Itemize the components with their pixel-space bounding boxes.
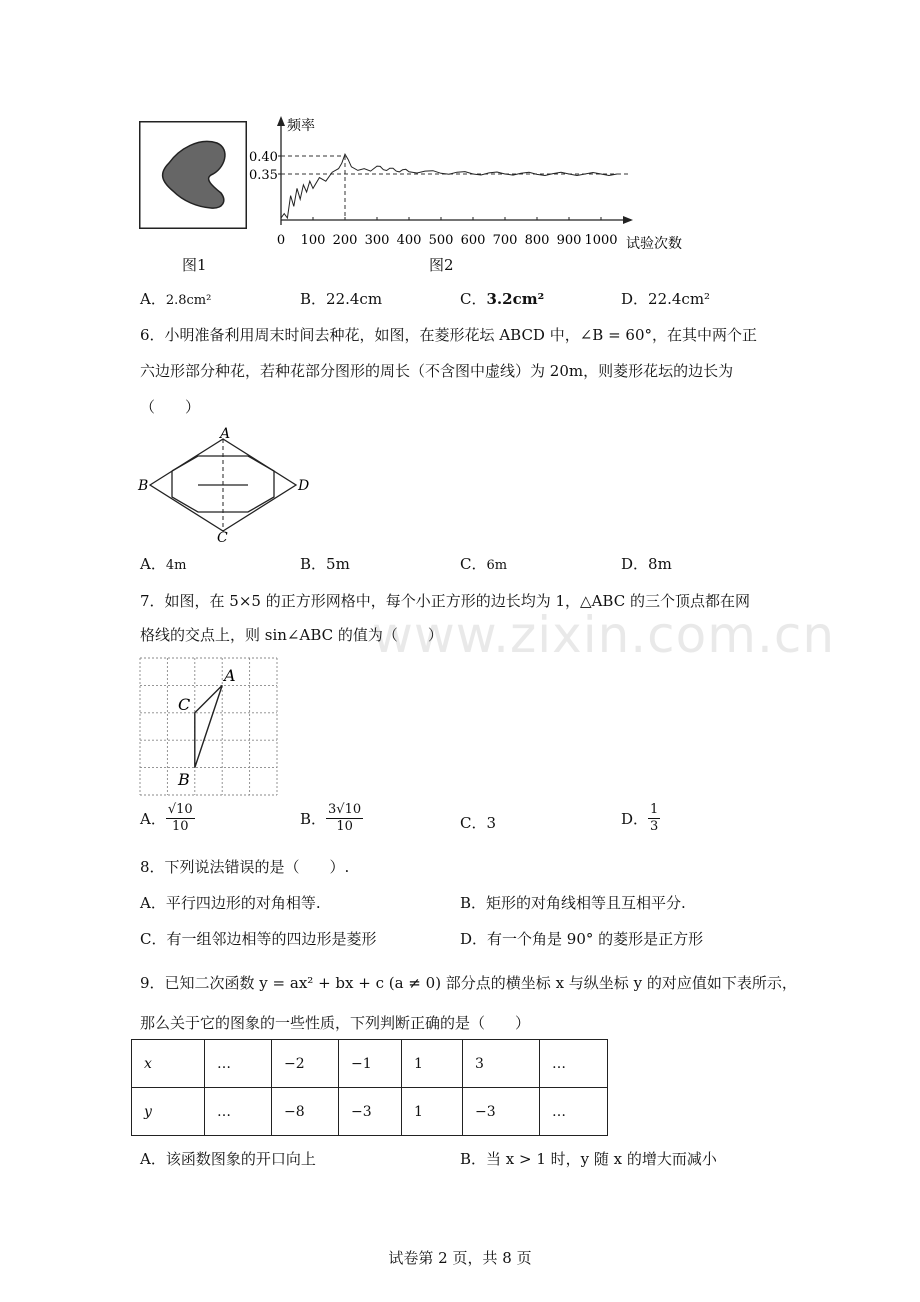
q7-option-b[interactable]: B． $\frac{3√10}{10}$ xyxy=(300,802,362,834)
q7-options xyxy=(140,802,820,846)
q6-option-c[interactable]: C．6m xyxy=(460,555,508,573)
x-tick-label: 0 xyxy=(276,233,286,248)
q8-option-b[interactable]: B．矩形的对角线相等且互相平分. xyxy=(460,894,686,912)
q7-option-d[interactable]: D． $\frac{1}{3}$ xyxy=(621,802,659,834)
q5-option-a[interactable]: A．2.8cm² xyxy=(140,290,212,308)
table-cell: −3 xyxy=(463,1088,540,1136)
table-cell: … xyxy=(540,1040,608,1088)
hex-left-lower xyxy=(172,471,198,485)
watermark-text: www.zixin.com.cn xyxy=(372,606,836,664)
frequency-series-line xyxy=(281,154,617,218)
q6-option-b[interactable]: B．5m xyxy=(300,555,350,573)
x-tick-label: 600 xyxy=(460,233,486,248)
x-tick-label: 700 xyxy=(492,233,518,248)
y-tick-label: 0.35 xyxy=(249,168,278,183)
q8-stem: 8．下列说法错误的是（ ）. xyxy=(140,858,350,876)
table-cell: y xyxy=(132,1088,205,1136)
x-tick-label: 200 xyxy=(332,233,358,248)
q5-option-c[interactable]: C．3.2cm² xyxy=(460,290,545,308)
q7-option-a[interactable]: A． $\frac{√10}{10}$ xyxy=(140,802,193,834)
y-axis-label: 频率 xyxy=(287,118,315,134)
triangle-abc xyxy=(195,685,222,767)
x-tick-label: 1000 xyxy=(584,233,618,248)
table-cell: 3 xyxy=(463,1040,540,1088)
q6-stem-line-2: 六边形部分种花，若种花部分图形的周长（不含图中虚线）为 20m，则菱形花坛的边长为 xyxy=(140,362,734,380)
table-row-x xyxy=(132,1040,608,1088)
q6-rhombus-figure xyxy=(134,424,320,544)
x-tick-label: 500 xyxy=(428,233,454,248)
x-tick-label: 100 xyxy=(300,233,326,248)
q9-value-table xyxy=(131,1039,608,1136)
page-footer: 试卷第 2 页，共 8 页 xyxy=(388,1249,532,1267)
q6-option-a[interactable]: A．4m xyxy=(140,555,187,573)
q7-grid-figure xyxy=(138,656,282,798)
q7-option-a-fraction: $\frac{√10}{10}$ xyxy=(167,802,193,834)
grid-figure-svg xyxy=(138,656,282,798)
q9-option-b[interactable]: B．当 x > 1 时，y 随 x 的增大而减小 xyxy=(460,1150,717,1168)
q5-frequency-chart xyxy=(246,110,692,260)
table-cell: 1 xyxy=(402,1088,463,1136)
table-cell: −8 xyxy=(272,1088,339,1136)
label-c: C xyxy=(178,695,191,714)
q6-option-d[interactable]: D．8m xyxy=(621,555,672,573)
x-axis-arrow xyxy=(623,216,633,224)
table-cell: −3 xyxy=(339,1088,402,1136)
x-tick-label: 900 xyxy=(556,233,582,248)
q9-stem-line-1: 9．已知二次函数 y = ax² + bx + c (a ≠ 0) 部分点的横坐标 x 与纵坐标 y 的对应值如下表所示， xyxy=(140,974,797,992)
table-cell: … xyxy=(540,1088,608,1136)
q5-option-d[interactable]: D．22.4cm² xyxy=(621,290,711,308)
label-b: B xyxy=(178,770,190,789)
q9-option-a[interactable]: A．该函数图象的开口向上 xyxy=(140,1150,316,1168)
table-cell: … xyxy=(205,1088,272,1136)
q6-stem-line-3: （ ） xyxy=(140,398,201,416)
q6-stem-line-1: 6．小明准备利用周末时间去种花，如图，在菱形花坛 ABCD 中，∠B = 60°，在其中两个正 xyxy=(140,326,758,344)
label-d: D xyxy=(298,478,310,494)
table-row-y xyxy=(132,1088,608,1136)
q5-options xyxy=(140,288,820,312)
q8-option-d[interactable]: D．有一个角是 90° 的菱形是正方形 xyxy=(460,930,704,948)
x-tick-label: 800 xyxy=(524,233,550,248)
label-a: A xyxy=(224,666,236,685)
q8-option-c[interactable]: C．有一组邻边相等的四边形是菱形 xyxy=(140,930,377,948)
q9-stem-line-2: 那么关于它的图象的一些性质，下列判断正确的是（ ） xyxy=(140,1014,531,1032)
table-cell: x xyxy=(132,1040,205,1088)
fig2-caption: 图2 xyxy=(429,256,454,274)
label-c: C xyxy=(217,530,228,544)
x-tick-label: 300 xyxy=(364,233,390,248)
y-tick-label: 0.40 xyxy=(249,150,278,165)
table-cell: −2 xyxy=(272,1040,339,1088)
y-axis-arrow xyxy=(277,116,285,126)
q5-figure-1 xyxy=(139,121,247,229)
q8-option-a[interactable]: A．平行四边形的对角相等. xyxy=(140,894,321,912)
table-cell: … xyxy=(205,1040,272,1088)
q7-option-d-fraction: $\frac{1}{3}$ xyxy=(650,802,659,834)
label-a: A xyxy=(220,426,231,442)
q7-option-b-fraction: $\frac{3√10}{10}$ xyxy=(328,802,362,834)
table-cell: −1 xyxy=(339,1040,402,1088)
q5-option-b[interactable]: B．22.4cm xyxy=(300,290,383,308)
x-tick-label: 400 xyxy=(396,233,422,248)
q7-stem-line-2: 格线的交点上，则 sin∠ABC 的值为（ ） xyxy=(140,626,443,644)
label-b: B xyxy=(138,478,149,494)
q6-options xyxy=(140,553,820,577)
x-axis-label: 试验次数 xyxy=(626,236,682,252)
q7-stem-line-1: 7．如图，在 5×5 的正方形网格中，每个小正方形的边长均为 1，△ABC 的三个顶点都在网 xyxy=(140,592,750,610)
q7-option-c[interactable]: C．3 xyxy=(460,814,497,832)
table-cell: 1 xyxy=(402,1040,463,1088)
frequency-chart-svg xyxy=(246,110,692,260)
fig1-caption: 图1 xyxy=(182,256,207,274)
